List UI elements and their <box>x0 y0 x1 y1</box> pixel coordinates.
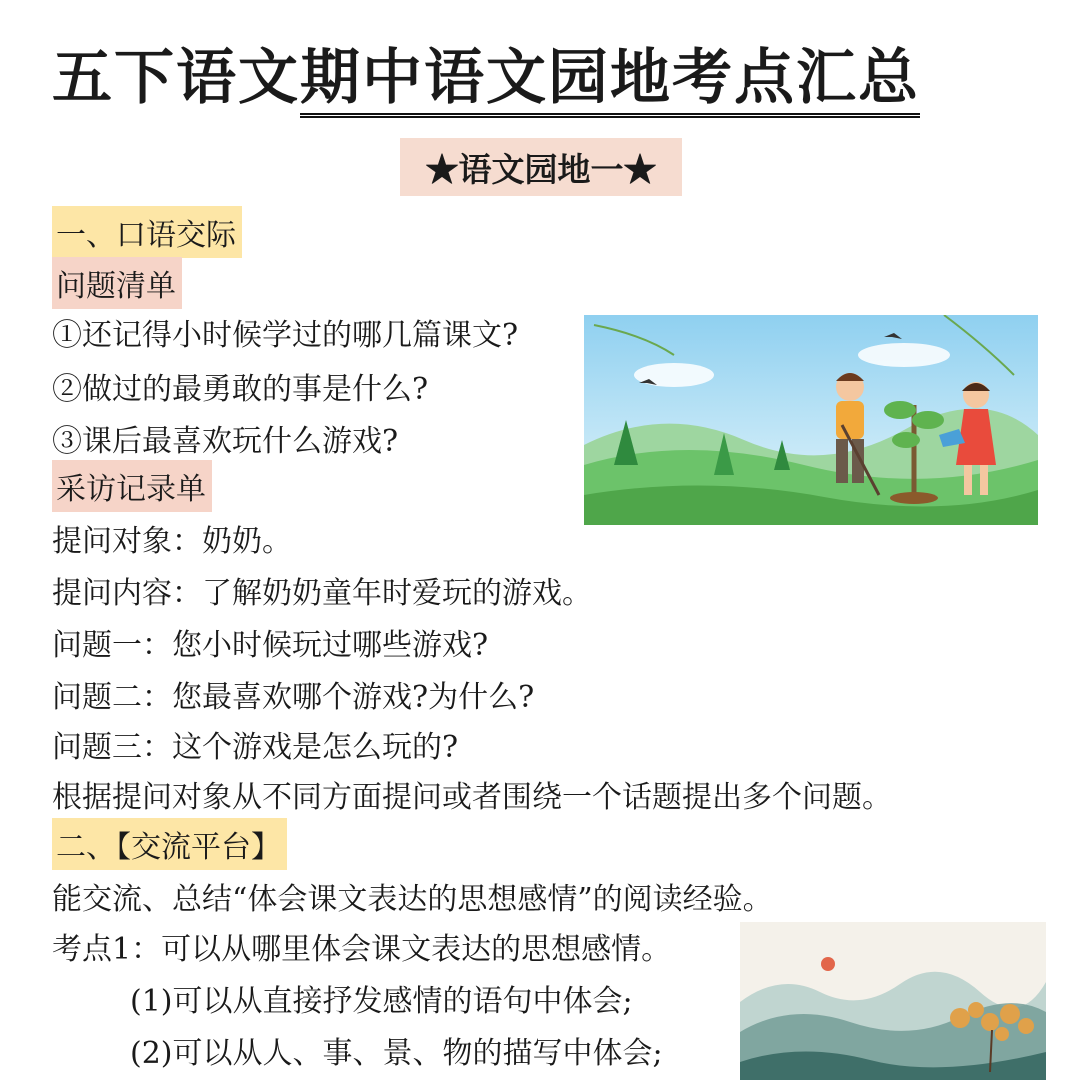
title-underlined: 期中语文园地考点汇总 <box>300 43 920 118</box>
part2-heading: 二、【交流平台】 <box>52 818 287 870</box>
question-1: ①还记得小时候学过的哪几篇课文? <box>52 318 519 353</box>
ink-landscape-painting <box>740 922 1046 1080</box>
question-2: ②做过的最勇敢的事是什么? <box>52 372 429 407</box>
record-line: 根据提问对象从不同方面提问或者围绕一个话题提出多个问题。 <box>52 780 892 815</box>
record-line: 提问对象：奶奶。 <box>52 524 292 559</box>
page-title <box>52 30 920 116</box>
part1-heading: 一、口语交际 <box>52 206 242 258</box>
record-line: 提问内容：了解奶奶童年时爱玩的游戏。 <box>52 576 592 611</box>
record-line: 问题三：这个游戏是怎么玩的? <box>52 730 459 765</box>
list-heading: 问题清单 <box>52 257 182 309</box>
section-banner-1: ★语文园地一★ <box>400 138 682 196</box>
question-3: ③课后最喜欢玩什么游戏? <box>52 424 399 459</box>
part2-line: 能交流、总结“体会课文表达的思想感情”的阅读经验。 <box>52 882 773 917</box>
part2-line: 考点1：可以从哪里体会课文表达的思想感情。 <box>52 932 672 967</box>
record-heading: 采访记录单 <box>52 460 212 512</box>
kids-planting-tree-illustration <box>584 315 1038 525</box>
record-line: 问题一：您小时候玩过哪些游戏? <box>52 628 489 663</box>
part2-point: (2)可以从人、事、景、物的描写中体会; <box>130 1036 663 1071</box>
part2-point: (1)可以从直接抒发感情的语句中体会; <box>130 984 633 1019</box>
title-plain: 五下语文 <box>52 43 300 113</box>
record-line: 问题二：您最喜欢哪个游戏?为什么? <box>52 680 535 715</box>
